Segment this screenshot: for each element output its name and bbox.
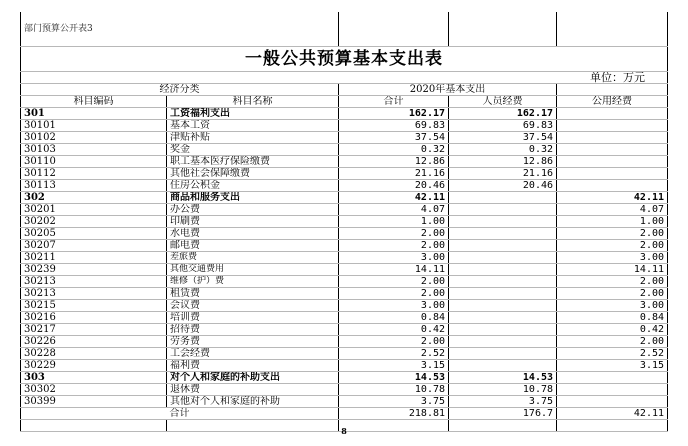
row-total: 2.00 bbox=[339, 288, 449, 300]
row-name: 培训费 bbox=[167, 312, 339, 324]
row-code: 30112 bbox=[21, 168, 167, 180]
table-row bbox=[21, 204, 668, 216]
table-row bbox=[21, 396, 668, 408]
table-row bbox=[21, 324, 668, 336]
row-name: 津贴补贴 bbox=[167, 132, 339, 144]
row-personnel: 10.78 bbox=[449, 384, 557, 396]
table-row bbox=[21, 180, 668, 192]
row-code: 30213 bbox=[21, 288, 167, 300]
totals-label: 合计 bbox=[21, 408, 339, 420]
row-public: 0.42 bbox=[557, 324, 668, 336]
row-total: 2.52 bbox=[339, 348, 449, 360]
table-row bbox=[21, 216, 668, 228]
table-row bbox=[21, 252, 668, 264]
row-public: 4.07 bbox=[557, 204, 668, 216]
row-total: 14.11 bbox=[339, 264, 449, 276]
totals-total: 218.81 bbox=[339, 408, 449, 420]
table-row bbox=[21, 144, 668, 156]
header-total: 合计 bbox=[339, 96, 449, 108]
row-personnel bbox=[449, 300, 557, 312]
row-personnel bbox=[449, 348, 557, 360]
table-row bbox=[21, 312, 668, 324]
row-public bbox=[557, 372, 668, 384]
row-total: 2.00 bbox=[339, 276, 449, 288]
row-code: 30228 bbox=[21, 348, 167, 360]
tag-row bbox=[21, 12, 668, 47]
row-code: 30217 bbox=[21, 324, 167, 336]
row-public: 3.15 bbox=[557, 360, 668, 372]
row-name: 其他对个人和家庭的补助 bbox=[167, 396, 339, 408]
row-code: 30229 bbox=[21, 360, 167, 372]
row-personnel bbox=[449, 336, 557, 348]
budget-table bbox=[20, 12, 668, 432]
row-public bbox=[557, 144, 668, 156]
header-row-2 bbox=[21, 96, 668, 108]
table-row bbox=[21, 228, 668, 240]
row-code: 30202 bbox=[21, 216, 167, 228]
row-public: 2.00 bbox=[557, 288, 668, 300]
row-public bbox=[557, 156, 668, 168]
row-code: 30110 bbox=[21, 156, 167, 168]
table-row bbox=[21, 288, 668, 300]
row-name: 住房公积金 bbox=[167, 180, 339, 192]
row-total: 21.16 bbox=[339, 168, 449, 180]
row-public: 3.00 bbox=[557, 300, 668, 312]
row-code: 30101 bbox=[21, 120, 167, 132]
row-name: 差旅费 bbox=[167, 252, 339, 264]
row-total: 42.11 bbox=[339, 192, 449, 204]
row-total: 69.83 bbox=[339, 120, 449, 132]
totals-personnel: 176.7 bbox=[449, 408, 557, 420]
table-row bbox=[21, 372, 668, 384]
row-public bbox=[557, 396, 668, 408]
row-name: 对个人和家庭的补助支出 bbox=[167, 372, 339, 384]
row-public: 2.00 bbox=[557, 276, 668, 288]
row-code: 30239 bbox=[21, 264, 167, 276]
header-personnel: 人员经费 bbox=[449, 96, 557, 108]
row-personnel: 21.16 bbox=[449, 168, 557, 180]
row-public bbox=[557, 180, 668, 192]
row-name: 会议费 bbox=[167, 300, 339, 312]
row-code: 30102 bbox=[21, 132, 167, 144]
row-name: 其他社会保障缴费 bbox=[167, 168, 339, 180]
row-total: 0.84 bbox=[339, 312, 449, 324]
row-public bbox=[557, 384, 668, 396]
row-personnel: 162.17 bbox=[449, 108, 557, 120]
row-public: 0.84 bbox=[557, 312, 668, 324]
row-personnel: 14.53 bbox=[449, 372, 557, 384]
row-total: 3.00 bbox=[339, 252, 449, 264]
table-body bbox=[21, 108, 668, 408]
header-economic-class: 经济分类 bbox=[21, 84, 339, 96]
row-total: 1.00 bbox=[339, 216, 449, 228]
row-name: 印刷费 bbox=[167, 216, 339, 228]
row-name: 邮电费 bbox=[167, 240, 339, 252]
row-name: 职工基本医疗保险缴费 bbox=[167, 156, 339, 168]
row-personnel: 3.75 bbox=[449, 396, 557, 408]
row-personnel: 0.32 bbox=[449, 144, 557, 156]
row-total: 0.32 bbox=[339, 144, 449, 156]
table-row bbox=[21, 120, 668, 132]
row-public bbox=[557, 108, 668, 120]
row-code: 30215 bbox=[21, 300, 167, 312]
row-total: 4.07 bbox=[339, 204, 449, 216]
header-code: 科目编码 bbox=[21, 96, 167, 108]
row-code: 30207 bbox=[21, 240, 167, 252]
row-name: 退休费 bbox=[167, 384, 339, 396]
row-code: 30216 bbox=[21, 312, 167, 324]
row-personnel bbox=[449, 228, 557, 240]
row-public: 2.00 bbox=[557, 336, 668, 348]
row-personnel bbox=[449, 276, 557, 288]
row-name: 水电费 bbox=[167, 228, 339, 240]
row-total: 0.42 bbox=[339, 324, 449, 336]
row-public bbox=[557, 168, 668, 180]
table-row bbox=[21, 336, 668, 348]
table-tag: 部门预算公开表3 bbox=[21, 12, 339, 47]
header-budget-2020: 2020年基本支出 bbox=[339, 84, 557, 96]
row-name: 福利费 bbox=[167, 360, 339, 372]
title-row bbox=[21, 47, 668, 72]
table-row bbox=[21, 168, 668, 180]
unit-label: 单位：万元 bbox=[21, 72, 668, 84]
row-personnel bbox=[449, 264, 557, 276]
row-total: 2.00 bbox=[339, 240, 449, 252]
totals-public: 42.11 bbox=[557, 408, 668, 420]
row-total: 37.54 bbox=[339, 132, 449, 144]
row-public bbox=[557, 132, 668, 144]
row-code: 30213 bbox=[21, 276, 167, 288]
row-total: 3.75 bbox=[339, 396, 449, 408]
row-personnel: 69.83 bbox=[449, 120, 557, 132]
header-public: 公用经费 bbox=[557, 96, 668, 108]
row-code: 30302 bbox=[21, 384, 167, 396]
row-code: 302 bbox=[21, 192, 167, 204]
row-code: 30103 bbox=[21, 144, 167, 156]
row-name: 工资福利支出 bbox=[167, 108, 339, 120]
row-name: 工会经费 bbox=[167, 348, 339, 360]
row-public: 14.11 bbox=[557, 264, 668, 276]
row-name: 其他交通费用 bbox=[167, 264, 339, 276]
row-public: 42.11 bbox=[557, 192, 668, 204]
row-name: 办公费 bbox=[167, 204, 339, 216]
row-personnel bbox=[449, 312, 557, 324]
row-personnel: 37.54 bbox=[449, 132, 557, 144]
row-total: 10.78 bbox=[339, 384, 449, 396]
row-name: 劳务费 bbox=[167, 336, 339, 348]
row-personnel bbox=[449, 204, 557, 216]
row-personnel: 12.86 bbox=[449, 156, 557, 168]
table-row bbox=[21, 264, 668, 276]
row-name: 商品和服务支出 bbox=[167, 192, 339, 204]
row-public: 3.00 bbox=[557, 252, 668, 264]
table-title: 一般公共预算基本支出表 bbox=[21, 47, 668, 72]
table-row bbox=[21, 108, 668, 120]
row-public: 2.00 bbox=[557, 240, 668, 252]
row-total: 2.00 bbox=[339, 228, 449, 240]
row-total: 20.46 bbox=[339, 180, 449, 192]
unit-row bbox=[21, 72, 668, 84]
table-row bbox=[21, 240, 668, 252]
row-code: 30201 bbox=[21, 204, 167, 216]
row-total: 162.17 bbox=[339, 108, 449, 120]
row-code: 301 bbox=[21, 108, 167, 120]
row-code: 303 bbox=[21, 372, 167, 384]
budget-sheet bbox=[20, 12, 667, 432]
table-row bbox=[21, 384, 668, 396]
row-personnel bbox=[449, 360, 557, 372]
table-row bbox=[21, 276, 668, 288]
table-row bbox=[21, 300, 668, 312]
row-personnel bbox=[449, 192, 557, 204]
row-code: 30205 bbox=[21, 228, 167, 240]
row-name: 奖金 bbox=[167, 144, 339, 156]
table-row bbox=[21, 156, 668, 168]
row-code: 30226 bbox=[21, 336, 167, 348]
table-row bbox=[21, 192, 668, 204]
row-code: 30211 bbox=[21, 252, 167, 264]
row-total: 3.15 bbox=[339, 360, 449, 372]
row-public: 2.00 bbox=[557, 228, 668, 240]
row-personnel bbox=[449, 324, 557, 336]
row-code: 30399 bbox=[21, 396, 167, 408]
table-row bbox=[21, 132, 668, 144]
header-row-1 bbox=[21, 84, 668, 96]
table-row bbox=[21, 360, 668, 372]
row-public: 1.00 bbox=[557, 216, 668, 228]
row-personnel bbox=[449, 216, 557, 228]
row-public: 2.52 bbox=[557, 348, 668, 360]
row-total: 14.53 bbox=[339, 372, 449, 384]
row-name: 招待费 bbox=[167, 324, 339, 336]
row-personnel: 20.46 bbox=[449, 180, 557, 192]
page-number: 8 bbox=[341, 426, 347, 436]
row-total: 12.86 bbox=[339, 156, 449, 168]
row-total: 3.00 bbox=[339, 300, 449, 312]
row-name: 维修（护）费 bbox=[167, 276, 339, 288]
row-name: 租赁费 bbox=[167, 288, 339, 300]
row-name: 基本工资 bbox=[167, 120, 339, 132]
row-public bbox=[557, 120, 668, 132]
table-row bbox=[21, 348, 668, 360]
row-code: 30113 bbox=[21, 180, 167, 192]
row-personnel bbox=[449, 240, 557, 252]
totals-row bbox=[21, 408, 668, 420]
header-name: 科目名称 bbox=[167, 96, 339, 108]
row-personnel bbox=[449, 288, 557, 300]
row-personnel bbox=[449, 252, 557, 264]
row-total: 2.00 bbox=[339, 336, 449, 348]
